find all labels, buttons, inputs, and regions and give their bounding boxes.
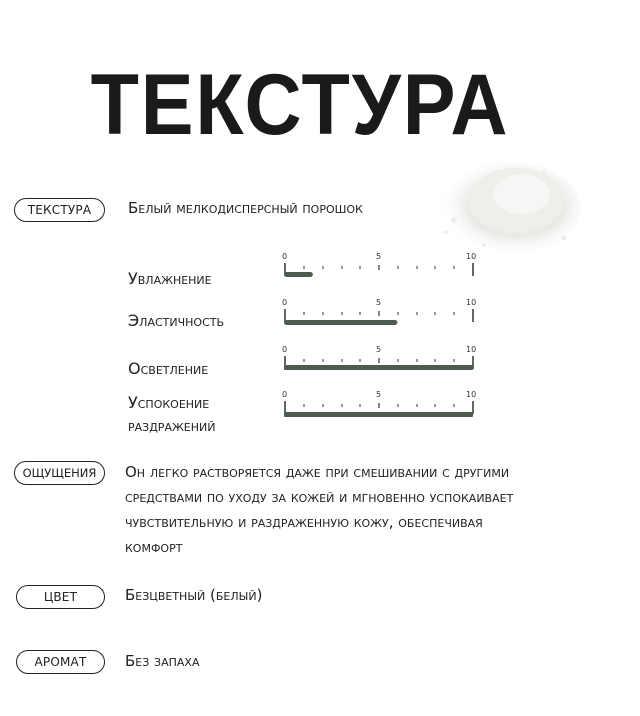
scale-mid: 5	[376, 252, 382, 261]
metric-label-soothing	[128, 392, 216, 437]
scale-min: 0	[282, 298, 288, 307]
feeling-badge: ОЩУЩЕНИЯ	[14, 461, 105, 485]
feeling-line-1: Он легко растворяется даже при смешивании с другими	[125, 463, 510, 481]
soothing-scale	[280, 390, 480, 420]
scale-max: 10	[466, 298, 477, 307]
color-value: Безцветный (белый)	[125, 586, 263, 604]
metric-label-elasticity: Эластичность	[128, 311, 225, 330]
metric-label-soothing-line2: раздражений	[128, 417, 216, 435]
moisturizing-scale	[280, 252, 480, 282]
page-title: ТЕКСТУРА	[90, 57, 510, 153]
powder-image	[424, 150, 584, 260]
elasticity-bar	[284, 320, 397, 325]
soothing-bar	[284, 412, 473, 417]
color-badge: ЦВЕТ	[16, 585, 105, 609]
metric-label-soothing-line1: Успокоение	[128, 393, 210, 412]
feeling-line-4: комфорт	[125, 538, 183, 556]
brightening-bar	[284, 365, 473, 370]
scale-mid: 5	[376, 298, 382, 307]
texture-description: Белый мелкодисперсный порошок	[128, 199, 363, 217]
aroma-value: Без запаха	[125, 652, 200, 670]
scale-min: 0	[282, 390, 288, 399]
elasticity-scale	[280, 298, 480, 328]
feeling-line-2: средствами по уходу за кожей и мгновенно успокаивает	[125, 488, 514, 506]
scale-mid: 5	[376, 345, 382, 354]
scale-max: 10	[466, 345, 477, 354]
scale-min: 0	[282, 345, 288, 354]
metric-label-brightening: Осветление	[128, 359, 209, 378]
feeling-description	[125, 460, 625, 560]
metric-label-moisturizing: Увлажнение	[128, 269, 212, 288]
aroma-badge: АРОМАТ	[16, 650, 105, 674]
scale-mid: 5	[376, 390, 382, 399]
scale-max: 10	[466, 390, 477, 399]
brightening-scale	[280, 345, 480, 375]
moisturizing-bar	[284, 272, 313, 277]
scale-min: 0	[282, 252, 288, 261]
scale-max: 10	[466, 252, 477, 261]
texture-badge: ТЕКСТУРА	[14, 198, 105, 222]
feeling-line-3: чувствительную и раздраженную кожу, обеспечивая	[125, 513, 483, 531]
